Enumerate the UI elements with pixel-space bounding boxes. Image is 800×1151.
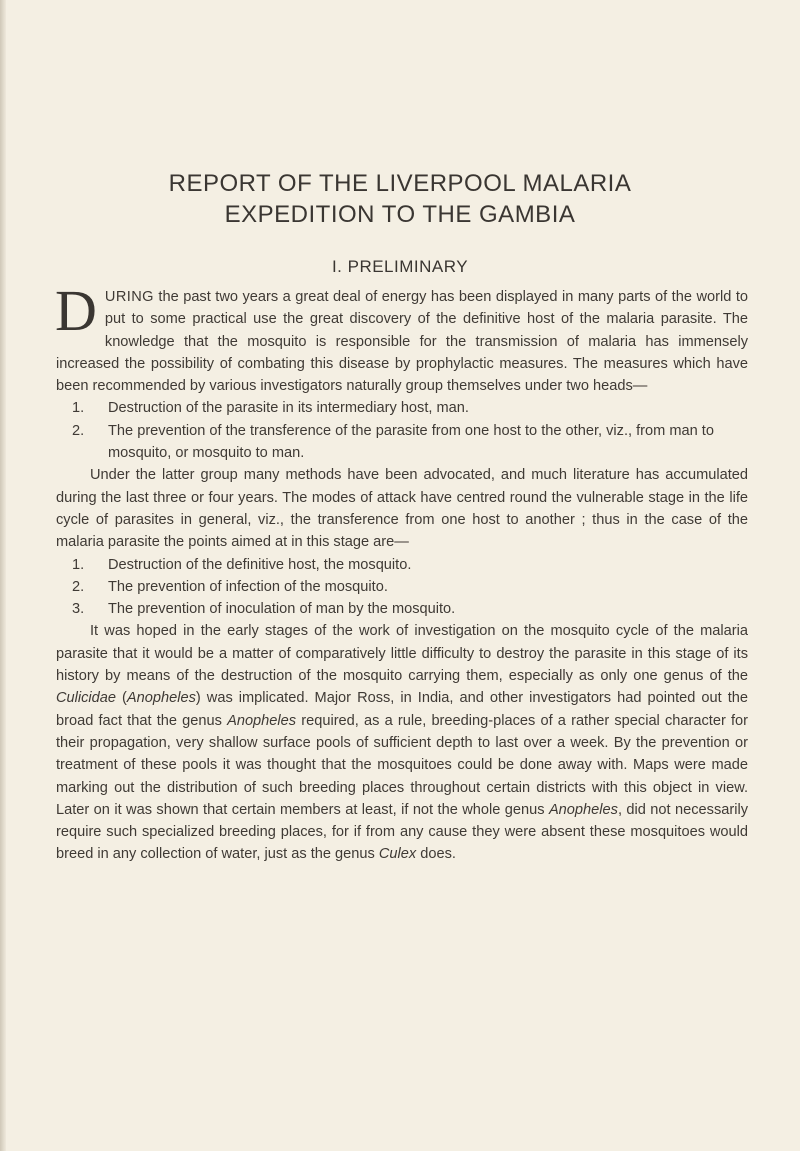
list-number: 2.: [72, 578, 85, 595]
paragraph-2: Under the latter group many methods have been advocated, and much literature has accumulated during the last three or four years. The modes of attack have centred round the vulnerable stage in the life cycle of parasites in general, viz., the transference from one host to another ; thus in the case of the malaria parasite the points aimed at in this stage are—: [56, 467, 748, 551]
paragraph-3-text: It was hoped in the early stages of the work of investigation on the mosquito cycle of the malaria parasite that it would be a matter of comparatively little difficulty to destroy the parasite in this stage of its history by means of the destruction of the mosquito carrying them, especially as only one genus of the: [56, 623, 748, 685]
taxon-culex: Culex: [378, 846, 417, 863]
report-title-line-2: EXPEDITION TO THE GAMBIA: [224, 201, 576, 228]
list-item: [56, 598, 748, 620]
body-text: [55, 278, 749, 866]
paragraph-3-text: (: [116, 690, 127, 707]
taxon-anopheles: Anopheles: [126, 690, 196, 707]
list-number: 3.: [72, 601, 85, 618]
list-text: Destruction of the definitive host, the mosquito.: [108, 556, 412, 573]
list-text: Destruction of the parasite in its intermediary host, man.: [108, 400, 469, 417]
paragraph-3-text: ) was implicated. Major Ross, in India, and other investigators had pointed out the broad fact that the genus: [56, 690, 748, 729]
paragraph-1-lead: URING: [104, 289, 154, 305]
paragraph-1-text: the past two years a great deal of energy has been displayed in many parts of the world to put to some practical use the great discovery of the definitive host of the malaria parasite. The knowledge that the mosquito is responsible for the transmission of malaria has immensely increased the possibility of combating this disease by prophylactic measures. The measures which have been recommended by various investigators naturally group themselves under two heads—: [56, 289, 748, 395]
paragraph-3-text: required, as a rule, breeding-places of a rather special character for their propagation, very shallow surface pools of sufficient depth to last over a week. By the prevention or treatment of these pools it was thought that the mosquitoes could be done away with. Maps were made marking out the distribution of such breeding places throughout certain districts with this object in view. Later on it was shown that certain members at least, if not the whole genus: [56, 712, 749, 818]
taxon-culicidae: Culicidae: [56, 690, 117, 707]
taxon-anopheles: Anopheles: [548, 801, 618, 818]
paragraph-3-text: , did not necessarily require such specialized breeding places, for if from any cause they were absent these mosquitoes would breed in any collection of water, just as the genus: [56, 801, 748, 863]
list-item: [56, 554, 748, 576]
paragraph-3: [56, 620, 748, 865]
list-item: [56, 420, 748, 465]
list-item: [56, 576, 748, 598]
report-title-line-1: REPORT OF THE LIVERPOOL MALARIA: [168, 170, 632, 197]
paragraph-1: [55, 278, 748, 397]
paragraph-3-text: does.: [416, 846, 456, 863]
taxon-anopheles: Anopheles: [227, 712, 297, 729]
list-number: 1.: [72, 400, 85, 417]
list-item: [56, 397, 748, 419]
list-text: The prevention of infection of the mosquito.: [108, 578, 388, 595]
list-text: The prevention of the transference of the parasite from one host to the other, viz., from man to mosquito, or mosquito to man.: [108, 422, 714, 462]
list-number: 1.: [72, 556, 85, 573]
drop-cap: D: [55, 278, 97, 343]
section-heading: I. PRELIMINARY: [331, 257, 469, 276]
list-text: The prevention of inoculation of man by the mosquito.: [108, 601, 456, 618]
list-number: 2.: [72, 422, 85, 439]
